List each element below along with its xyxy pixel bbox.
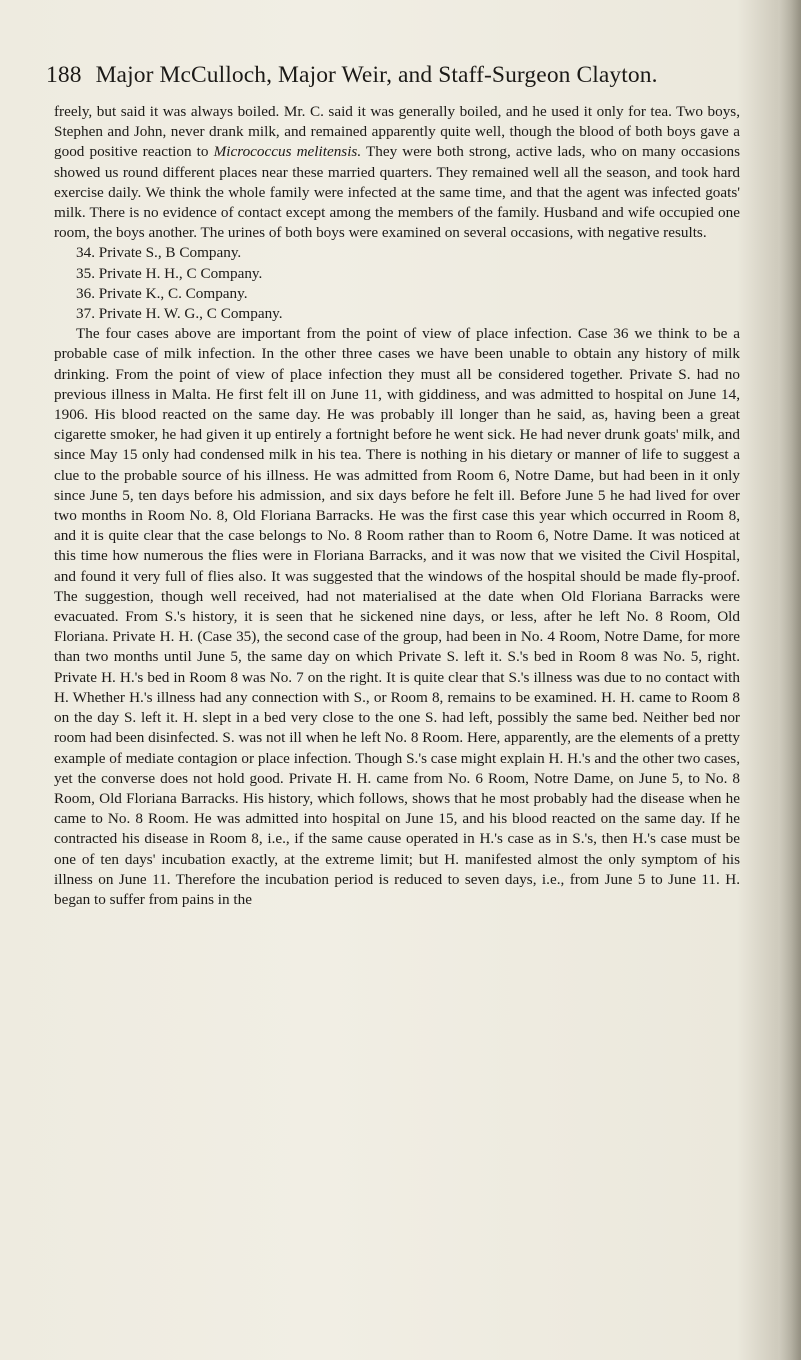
paragraph-continued <box>54 102 740 243</box>
case-list-item: 36. Private K., C. Company. <box>76 284 248 302</box>
species-name: Micrococcus melitensis. <box>213 143 362 161</box>
case-list-item: 35. Private H. H., C Company. <box>76 264 263 282</box>
paragraph-text: They were both strong, active lads, who on many occasions showed us round different places near these married quarters. They remained well all the season, and took hard exercise daily. We think the whole family were infected at the same time, and that the agent was infected goats' milk. There is no evidence of contact except among the members of the family. Husband and wife occupied one room, the boys another. The urines of both boys were examined on several occasions, with negative results. <box>54 143 740 242</box>
running-title: Major McCulloch, Major Weir, and Staff-Surgeon Clayton. <box>95 62 658 88</box>
running-head <box>46 62 736 98</box>
binding-shadow <box>779 0 801 1360</box>
page-number: 188 <box>46 62 82 88</box>
body-text <box>54 102 740 910</box>
case-list-item: 37. Private H. W. G., C Company. <box>76 305 283 323</box>
paragraph-text: freely, but said it was always boiled. Mr. C. said it was generally boiled, and he used it only for tea. Two boys, Stephen and John, never drank milk, and remained apparently quite well, though the blood of both boys gave a good positive reaction to <box>54 103 740 161</box>
paragraph: The four cases above are important from the point of view of place infection. Case 36 we think to be a probable case of milk infection. In the other three cases we have been unable to obtain any history of milk drinking. From the point of view of place infection they must all be considered together. Private S. had no previous illness in Malta. He first felt ill on June 11, with giddiness, and was admitted to hospital on June 14, 1906. His blood reacted on the same day. He was probably ill longer than he said, as, having been a great cigarette smoker, he had given it up entirely a fortnight before he went sick. He had never drunk goats' milk, and since May 15 only had condensed milk in his tea. There is nothing in his dietary or manner of life to suggest a clue to the probable source of his illness. He was admitted from Room 6, Notre Dame, but had been in it only since June 5, ten days before his admission, and six days before he felt ill. Before June 5 he had lived for over two months in Room No. 8, Old Floriana Barracks. He was the first case this year which occurred in Room 8, and it is quite clear that the case belongs to No. 8 Room rather than to Room 6, Notre Dame. It was noticed at this time how numerous the flies were in Floriana Barracks, and it was now that we visited the Civil Hospital, and found it very full of flies also. It was suggested that the windows of the hospital should be made fly-proof. The suggestion, though well received, had not materialised at the date when Old Floriana Barracks were evacuated. From S.'s history, it is seen that he sickened nine days, or less, after he left No. 8 Room, Old Floriana. Private H. H. (Case 35), the second case of the group, had been in No. 4 Room, Notre Dame, for more than two months until June 5, the same day on which Private S. left it. S.'s bed in Room 8 was No. 5, right. Private H. H.'s bed in Room 8 was No. 7 on the right. It is quite clear that S.'s illness was due to no contact with H. Whether H.'s illness had any connection with S., or Room 8, remains to be examined. H. H. came to Room 8 on the day S. left it. H. slept in a bed very close to the one S. had left, possibly the same bed. Neither bed nor room had been disinfected. S. was not ill when he left No. 8 Room. Here, apparently, are the elements of a pretty example of mediate contagion or place infection. Though S.'s case might explain H. H.'s and the other two cases, yet the converse does not hold good. Private H. H. came from No. 6 Room, Notre Dame, on June 5, to No. 8 Room, Old Floriana Barracks. His history, which follows, shows that he most probably had the disease when he came to No. 8 Room. He was admitted into hospital on June 15, and his blood reacted on the same day. If he contracted his disease in Room 8, i.e., if the same cause operated in H.'s case as in S.'s, then H.'s case must be one of ten days' incubation exactly, at the extreme limit; but H. manifested almost the only symptom of his illness on June 11. Therefore the incubation period is reduced to seven days, i.e., from June 5 to June 11. H. began to suffer from pains in the <box>54 325 740 908</box>
case-list-item: 34. Private S., B Company. <box>76 244 242 262</box>
